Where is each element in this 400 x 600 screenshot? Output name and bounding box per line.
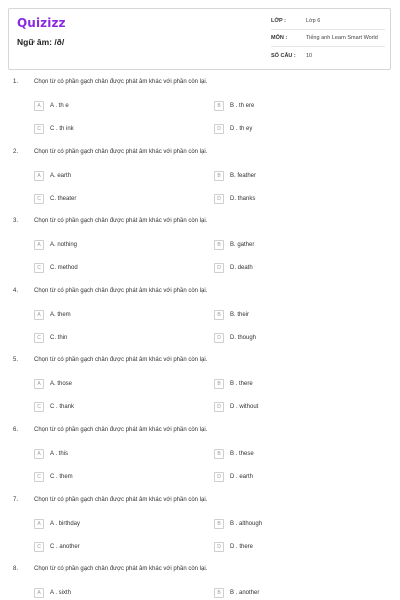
answer-option-a[interactable] [34,101,69,111]
option-text: C. method [50,265,78,272]
question-number: 7. [13,496,19,503]
option-letter-box[interactable]: D [214,542,224,552]
option-text: B . th ere [230,103,255,109]
question-number: 6. [13,427,19,433]
option-letter-box[interactable]: C [34,333,44,343]
option-letter-box[interactable]: C [34,194,44,204]
option-text: D . th ey [230,126,253,132]
option-letter-box[interactable]: C [34,542,44,552]
answer-option-a[interactable] [34,310,71,320]
question-item [0,288,400,358]
option-text: B. gather [230,242,255,249]
question-item [0,357,400,427]
meta-grade-row [271,13,385,30]
option-text: D . earth [230,474,254,480]
option-text: B. feather [230,172,257,179]
meta-subject-label: MÔN : [271,35,288,41]
answer-option-c[interactable] [34,472,73,482]
option-letter-box[interactable]: A [34,379,44,389]
option-letter-box[interactable]: D [214,263,224,273]
option-text: C . th ink [50,126,74,132]
option-letter-box[interactable]: B [214,101,224,111]
answer-option-a[interactable] [34,449,68,459]
option-letter-box[interactable]: A [34,449,44,459]
option-letter-box[interactable]: A [34,240,44,250]
answer-option-c[interactable] [34,402,74,412]
answer-option-d[interactable] [214,333,256,343]
meta-count-label: SỐ CÂU : [271,52,296,59]
option-letter-box[interactable]: D [214,472,224,482]
option-letter-box[interactable]: B [214,171,224,181]
answer-option-d[interactable] [214,402,258,412]
option-text: B . although [230,520,263,527]
answer-option-a[interactable] [34,588,71,598]
question-number: 4. [13,287,19,294]
answer-option-b[interactable] [214,519,262,529]
option-letter-box[interactable]: C [34,402,44,412]
answer-option-b[interactable] [214,310,249,320]
answer-option-c[interactable] [34,263,78,273]
answer-option-b[interactable] [214,171,256,181]
option-letter-box[interactable]: B [214,240,224,250]
question-text: Chọn từ có phần gạch chân được phát âm khác với phần còn lại. [34,79,208,85]
meta-count-value: 10 [306,52,313,59]
option-letter-box[interactable]: C [34,124,44,134]
option-text: A . this [50,451,69,457]
option-letter-box[interactable]: B [214,379,224,389]
option-letter-box[interactable]: B [214,310,224,320]
option-letter-box[interactable]: A [34,310,44,320]
answer-option-c[interactable] [34,124,74,134]
question-text: Chọn từ có phần gạch chân được phát âm khác với phần còn lại. [34,287,208,294]
option-text: A. nothing [50,242,78,249]
question-item [0,427,400,497]
option-text: D. though [230,334,257,341]
question-number: 5. [13,357,19,364]
option-text: A. those [50,381,73,388]
option-letter-box[interactable]: A [34,171,44,181]
question-text: Chọn từ có phần gạch chân được phát âm khác với phần còn lại. [34,566,208,573]
question-number: 8. [13,566,19,573]
option-text: C . them [50,474,73,480]
option-letter-box[interactable]: C [34,263,44,273]
answer-option-d[interactable] [214,124,252,134]
answer-option-d[interactable] [214,472,253,482]
option-letter-box[interactable]: D [214,194,224,204]
option-text: B . there [230,381,253,388]
meta-subject-value: Tiếng anh Learn Smart World [306,35,378,41]
quizizz-logo: Quizizz [17,16,66,30]
option-letter-box[interactable]: D [214,402,224,412]
option-text: B . these [230,451,254,457]
option-letter-box[interactable]: B [214,449,224,459]
answer-option-a[interactable] [34,240,77,250]
option-letter-box[interactable]: A [34,588,44,598]
answer-option-b[interactable] [214,588,259,598]
question-text: Chọn từ có phần gạch chân được phát âm khác với phần còn lại. [34,148,208,155]
worksheet-header [8,8,391,70]
option-letter-box[interactable]: B [214,519,224,529]
option-text: C. thin [50,334,68,341]
option-text: B . another [230,590,260,597]
option-text: A . birthday [50,520,81,527]
question-number: 1. [13,79,19,85]
option-text: A . sixth [50,590,72,597]
option-text: D . there [230,543,254,550]
meta-grade-label: LỚP : [271,18,286,24]
question-item [0,218,400,288]
answer-option-c[interactable] [34,333,67,343]
question-number: 3. [13,218,19,225]
meta-subject-row [271,30,385,47]
option-letter-box[interactable]: A [34,519,44,529]
question-text: Chọn từ có phần gạch chân được phát âm khác với phần còn lại. [34,218,208,225]
option-text: C . another [50,543,80,550]
option-text: A. earth [50,172,72,179]
option-text: A . th e [50,103,69,109]
answer-option-d[interactable] [214,542,253,552]
answer-option-b[interactable] [214,449,254,459]
option-letter-box[interactable]: C [34,472,44,482]
question-item [0,79,400,149]
question-number: 2. [13,148,19,155]
question-item [0,566,400,600]
option-letter-box[interactable]: D [214,333,224,343]
option-text: D . without [230,404,259,411]
answer-option-d[interactable] [214,263,253,273]
question-text: Chọn từ có phần gạch chân được phát âm khác với phần còn lại. [34,427,208,433]
worksheet-meta [271,13,385,64]
answer-option-d[interactable] [214,194,255,204]
question-text: Chọn từ có phần gạch chân được phát âm khác với phần còn lại. [34,357,208,364]
answer-option-a[interactable] [34,171,71,181]
quiz-title: Ngữ âm: /ð/ [17,37,65,47]
answer-option-b[interactable] [214,240,254,250]
answer-option-a[interactable] [34,379,72,389]
question-item [0,149,400,219]
option-letter-box[interactable]: B [214,588,224,598]
question-text: Chọn từ có phần gạch chân được phát âm khác với phần còn lại. [34,496,208,503]
option-letter-box[interactable]: D [214,124,224,134]
question-item [0,497,400,567]
option-text: A. them [50,311,71,318]
option-text: C. theater [50,195,77,202]
option-letter-box[interactable]: A [34,101,44,111]
meta-grade-value: Lớp 6 [306,18,321,24]
option-text: C . thank [50,404,75,411]
answer-option-c[interactable] [34,194,76,204]
option-text: D. thanks [230,195,256,202]
answer-option-c[interactable] [34,542,80,552]
meta-count-row [271,47,385,64]
option-text: B. their [230,311,250,318]
answer-option-b[interactable] [214,101,254,111]
answer-option-b[interactable] [214,379,253,389]
option-text: D. death [230,265,253,272]
answer-option-a[interactable] [34,519,80,529]
